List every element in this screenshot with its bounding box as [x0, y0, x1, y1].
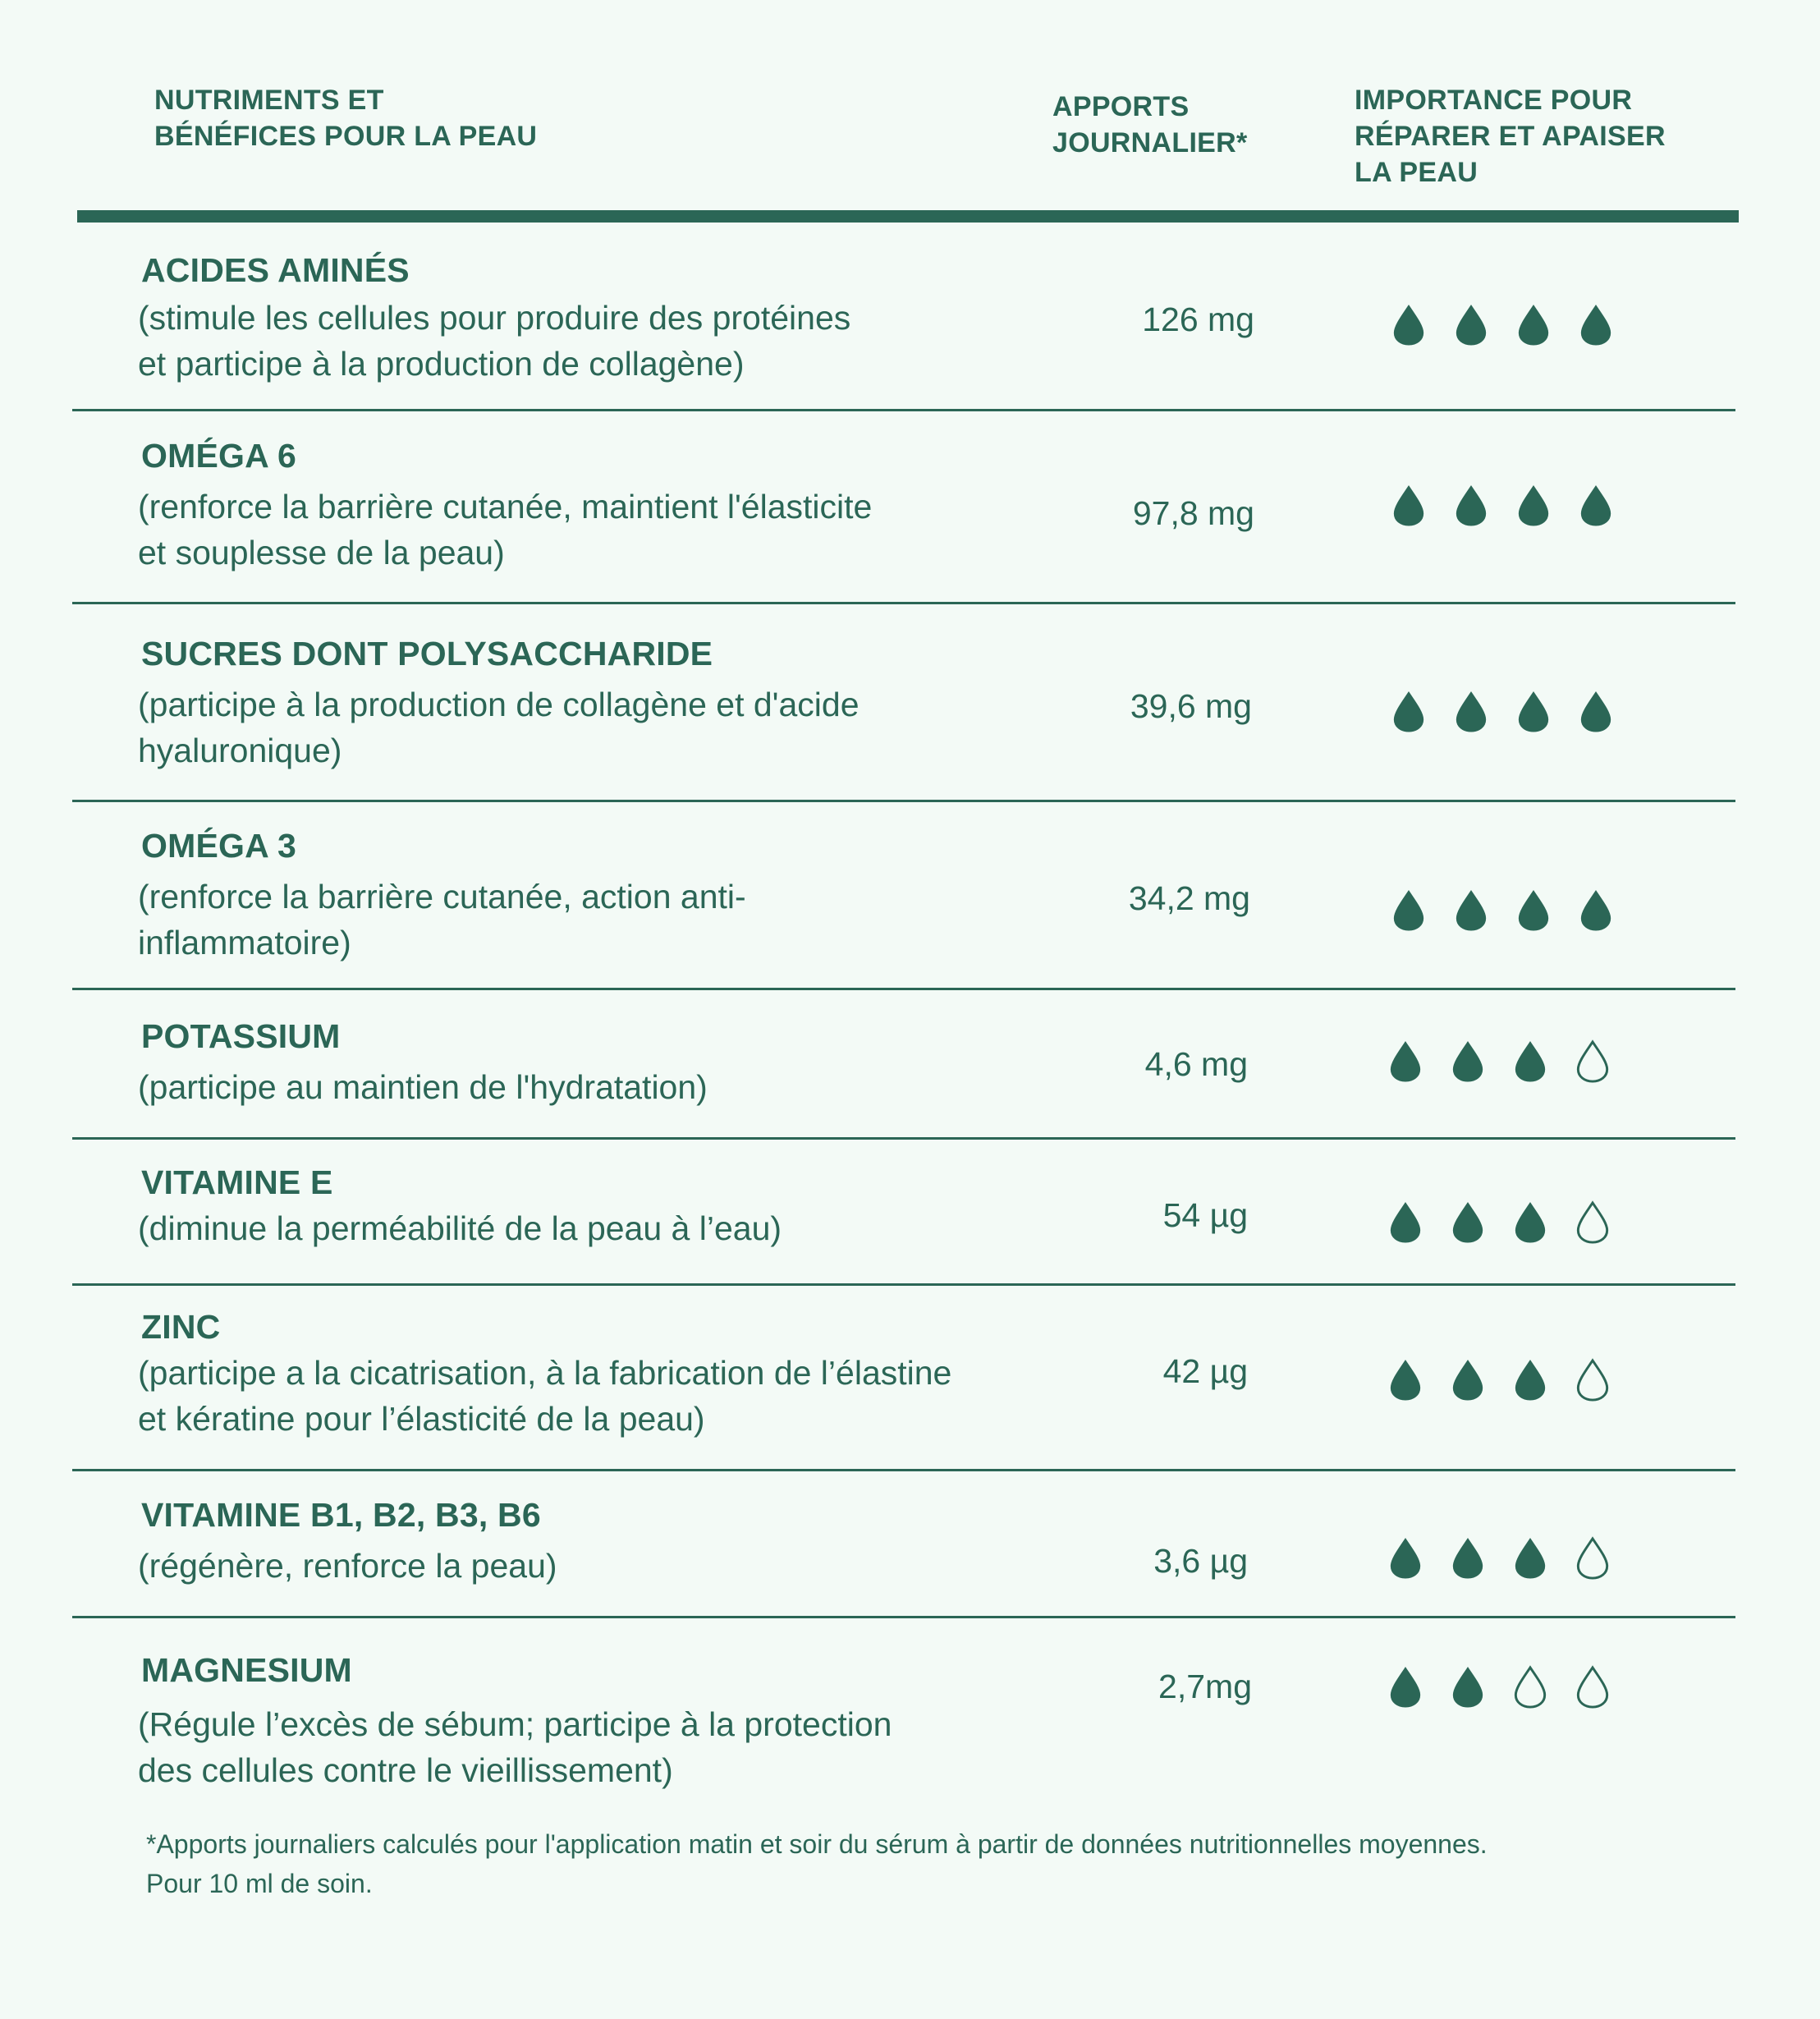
- importance-rating: [1387, 1358, 1611, 1402]
- water-drop-filled-icon: [1450, 1536, 1486, 1581]
- row-divider: [72, 988, 1735, 990]
- header-divider: [77, 210, 1739, 223]
- daily-intake-value: 126 mg: [1142, 301, 1254, 338]
- water-drop-filled-icon: [1453, 303, 1489, 347]
- water-drop-outline-icon: [1575, 1039, 1611, 1084]
- importance-rating: [1387, 1200, 1611, 1245]
- row-divider: [72, 1469, 1735, 1471]
- nutrient-name: SUCRES DONT POLYSACCHARIDE: [141, 635, 713, 672]
- importance-rating: [1391, 484, 1614, 528]
- nutrient-description: (participe a la cicatrisation, à la fabrication de l’élastine et kératine pour l’élasticité de la peau): [138, 1354, 952, 1438]
- water-drop-filled-icon: [1387, 1358, 1423, 1402]
- nutrient-name: VITAMINE B1, B2, B3, B6: [141, 1496, 541, 1534]
- importance-rating: [1391, 888, 1614, 933]
- water-drop-outline-icon: [1512, 1665, 1548, 1709]
- water-drop-filled-icon: [1512, 1200, 1548, 1245]
- row-divider: [72, 409, 1735, 411]
- water-drop-filled-icon: [1578, 888, 1614, 933]
- row-divider: [72, 1616, 1735, 1618]
- water-drop-filled-icon: [1578, 303, 1614, 347]
- nutrient-description: (renforce la barrière cutanée, maintient l'élasticite et souplesse de la peau): [138, 488, 873, 571]
- water-drop-filled-icon: [1515, 484, 1552, 528]
- water-drop-filled-icon: [1515, 303, 1552, 347]
- daily-intake-value: 54 µg: [1162, 1196, 1248, 1234]
- nutrient-name: MAGNESIUM: [141, 1651, 352, 1689]
- water-drop-filled-icon: [1450, 1200, 1486, 1245]
- water-drop-filled-icon: [1450, 1665, 1486, 1709]
- water-drop-outline-icon: [1575, 1536, 1611, 1581]
- water-drop-filled-icon: [1387, 1665, 1423, 1709]
- water-drop-filled-icon: [1387, 1200, 1423, 1245]
- nutrient-name: ACIDES AMINÉS: [141, 251, 410, 289]
- water-drop-filled-icon: [1387, 1039, 1423, 1084]
- water-drop-filled-icon: [1387, 1536, 1423, 1581]
- water-drop-filled-icon: [1391, 303, 1427, 347]
- water-drop-filled-icon: [1512, 1039, 1548, 1084]
- water-drop-filled-icon: [1391, 888, 1427, 933]
- water-drop-filled-icon: [1391, 484, 1427, 528]
- water-drop-filled-icon: [1453, 690, 1489, 734]
- water-drop-outline-icon: [1575, 1358, 1611, 1402]
- daily-intake-value: 97,8 mg: [1132, 494, 1254, 532]
- water-drop-filled-icon: [1515, 888, 1552, 933]
- nutrient-description: (Régule l’excès de sébum; participe à la protection des cellules contre le vieillissement): [138, 1705, 892, 1789]
- daily-intake-value: 4,6 mg: [1144, 1045, 1248, 1083]
- water-drop-filled-icon: [1450, 1358, 1486, 1402]
- water-drop-filled-icon: [1578, 484, 1614, 528]
- importance-rating: [1391, 690, 1614, 734]
- water-drop-filled-icon: [1512, 1536, 1548, 1581]
- water-drop-filled-icon: [1450, 1039, 1486, 1084]
- importance-rating: [1387, 1665, 1611, 1709]
- nutrient-description: (diminue la perméabilité de la peau à l’eau): [138, 1209, 782, 1247]
- nutrient-name: POTASSIUM: [141, 1017, 341, 1055]
- importance-rating: [1391, 303, 1614, 347]
- importance-rating: [1387, 1039, 1611, 1084]
- row-divider: [72, 602, 1735, 604]
- nutrient-description: (renforce la barrière cutanée, action anti- inflammatoire): [138, 878, 746, 961]
- water-drop-outline-icon: [1575, 1200, 1611, 1245]
- daily-intake-value: 42 µg: [1162, 1352, 1248, 1390]
- nutrient-name: ZINC: [141, 1308, 221, 1346]
- nutrient-description: (participe au maintien de l'hydratation): [138, 1068, 708, 1106]
- importance-rating: [1387, 1536, 1611, 1581]
- column-header-nutrients: NUTRIMENTS ET BÉNÉFICES POUR LA PEAU: [154, 85, 538, 152]
- water-drop-filled-icon: [1391, 690, 1427, 734]
- nutrient-name: VITAMINE E: [141, 1163, 333, 1201]
- row-divider: [72, 1137, 1735, 1140]
- daily-intake-value: 34,2 mg: [1128, 879, 1250, 917]
- nutrient-description: (stimule les cellules pour produire des protéines et participe à la production de collagène): [138, 299, 851, 383]
- water-drop-filled-icon: [1578, 690, 1614, 734]
- nutrient-name: OMÉGA 3: [141, 827, 296, 865]
- daily-intake-value: 2,7mg: [1158, 1668, 1252, 1705]
- water-drop-filled-icon: [1453, 484, 1489, 528]
- water-drop-outline-icon: [1575, 1665, 1611, 1709]
- daily-intake-value: 39,6 mg: [1130, 687, 1252, 725]
- water-drop-filled-icon: [1515, 690, 1552, 734]
- column-header-daily-intake: APPORTS JOURNALIER*: [1052, 91, 1248, 158]
- row-divider: [72, 800, 1735, 802]
- water-drop-filled-icon: [1512, 1358, 1548, 1402]
- row-divider: [72, 1283, 1735, 1286]
- nutrient-description: (participe à la production de collagène et d'acide hyaluronique): [138, 686, 860, 769]
- water-drop-filled-icon: [1453, 888, 1489, 933]
- column-header-importance: IMPORTANCE POUR RÉPARER ET APAISER LA PEAU: [1355, 85, 1666, 188]
- nutrient-name: OMÉGA 6: [141, 437, 296, 475]
- daily-intake-value: 3,6 µg: [1153, 1542, 1248, 1580]
- footnote: *Apports journaliers calculés pour l'application matin et soir du sérum à partir de données nutritionnelles moyennes. Pour 10 ml de soin.: [146, 1829, 1488, 1898]
- nutrient-description: (régénère, renforce la peau): [138, 1547, 557, 1585]
